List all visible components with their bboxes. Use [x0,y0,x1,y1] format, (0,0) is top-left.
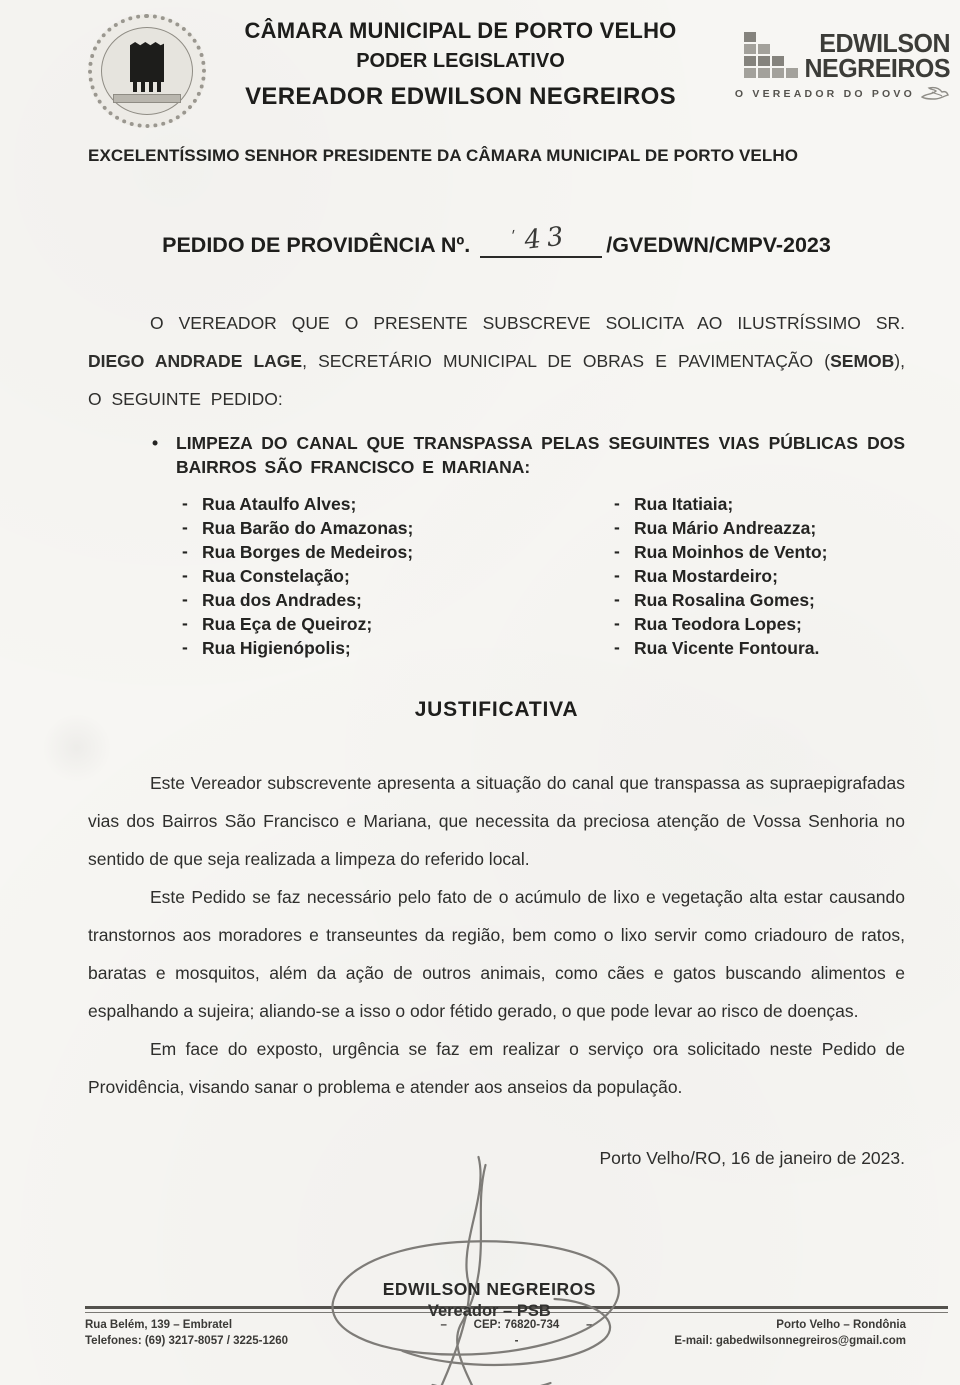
justification-paragraph-1: Este Vereador subscrevente apresenta a situação do canal que transpassa as supraepigrafadas vias dos Bairros São Francisco e Mariana, que necessita da preciosa atenção de Vossa Senhoria no sentido de que seja realizada a limpeza do referido local. [88,773,905,869]
signature-scribble-icon [282,1155,672,1385]
justification-heading: JUSTIFICATIVA [414,698,579,721]
request-item: • LIMPEZA DO CANAL QUE TRANSPASSA PELAS SEGUINTES VIAS PÚBLICAS DOS BAIRROS SÃO FRANCISCO E MARIANA: [150,432,905,479]
logo-name: EDWILSON NEGREIROS [804,28,950,83]
signatory-role: Vereador – PSB [427,1302,551,1320]
street-item: - Rua Mário Andreazza; [612,516,905,540]
footer-city: Porto Velho – Rondônia [776,1319,906,1331]
document-title [88,222,905,258]
footer-separator: – [440,1319,447,1331]
org-councilman: VEREADOR EDWILSON NEGREIROS [245,83,676,110]
letterhead [0,0,960,128]
org-name: CÂMARA MUNICIPAL DE PORTO VELHO [244,18,677,43]
street-column-right [612,492,905,660]
title-number-blank [480,222,602,258]
seal-tower-emblem [130,42,164,82]
footer-separator: - [514,1335,519,1347]
equalizer-bars-icon [744,32,798,78]
dove-icon [920,84,950,104]
street-item: - Rua Vicente Fontoura. [612,636,905,660]
street-item: - Rua Moinhos de Vento; [612,540,905,564]
footer-separator: – [586,1319,593,1331]
logo-tagline: O VEREADOR DO POVO [734,88,915,100]
signatory [309,1279,669,1321]
footer-address: Rua Belém, 139 – Embratel [85,1319,233,1331]
signatory-name: EDWILSON NEGREIROS [382,1279,596,1299]
street-item: - Rua Ataulfo Alves; [180,492,612,516]
street-item: - Rua Itatiaia; [612,492,905,516]
opening-paragraph: O VEREADOR QUE O PRESENTE SUBSCREVE SOLICITA AO ILUSTRÍSSIMO SR. DIEGO ANDRADE LAGE, SECRETÁRIO MUNICIPAL DE OBRAS E PAVIMENTAÇÃO (SEMOB), O SEGUINTE PEDIDO: [88,313,905,409]
street-item: - Rua Higienópolis; [180,636,612,660]
secretary-acronym: SEMOB [830,351,895,371]
street-list [88,492,905,660]
signature-block [88,1173,905,1373]
footer-cep: CEP: 76820-734 [473,1319,560,1331]
justification-paragraph-2: Este Pedido se faz necessário pelo fato de o acúmulo de lixo e vegetação alta estar causando transtornos aos moradores e transeuntes da região, bem como o lixo servir como criadouro de ratos, baratas e mosquitos, além da ação de outros animais, como cães e gatos buscando alimentos e espalhando a sujeira; aliando-se a isso o odor fétido gerado, o que pode levar ao risco de doenças. [88,887,905,1021]
justification-paragraph-3: Em face do exposto, urgência se faz em realizar o serviço ora solicitado neste Pedido de Providência, visando sanar o problema e atender aos anseios da população. [88,1039,905,1097]
org-titles [206,10,715,111]
handwritten-number: ʹ 43 [512,221,570,257]
street-item: - Rua Constelação; [180,564,612,588]
footer-phones: Telefones: (69) 3217-8057 / 3225-1260 [85,1335,289,1347]
secretary-name: DIEGO ANDRADE LAGE [88,351,303,371]
street-item: - Rua Mostardeiro; [612,564,905,588]
street-item: - Rua Borges de Medeiros; [180,540,612,564]
councilman-logo [715,10,950,104]
org-branch: PODER LEGISLATIVO [356,50,565,72]
request-section [88,432,905,660]
street-item: - Rua dos Andrades; [180,588,612,612]
municipal-seal-icon [88,14,206,128]
seal-banner [113,94,181,103]
dateline: Porto Velho/RO, 16 de janeiro de 2023. [599,1148,905,1168]
street-column-left [180,492,612,660]
street-item: - Rua Eça de Queiroz; [180,612,612,636]
title-prefix: PEDIDO DE PROVIDÊNCIA Nº. [162,233,471,257]
footer-email: E-mail: gabedwilsonnegreiros@gmail.com [674,1335,906,1347]
street-item: - Rua Barão do Amazonas; [180,516,612,540]
street-item: - Rua Rosalina Gomes; [612,588,905,612]
street-item: - Rua Teodora Lopes; [612,612,905,636]
addressee-line: EXCELENTÍSSIMO SENHOR PRESIDENTE DA CÂMARA MUNICIPAL DE PORTO VELHO [88,146,799,165]
title-suffix: /GVEDWN/CMPV-2023 [606,233,831,257]
seal-emblem-base [133,82,161,92]
